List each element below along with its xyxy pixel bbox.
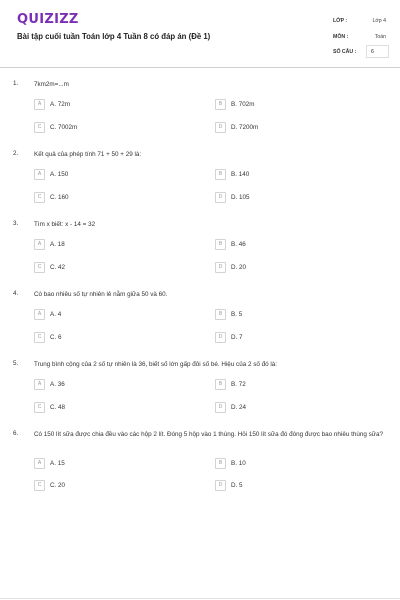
question-number: 2. xyxy=(13,150,19,157)
option-d[interactable] xyxy=(215,332,375,345)
option-text: A. 150 xyxy=(50,171,69,178)
question-text: Kết quả của phép tính 71 + 50 + 29 là: xyxy=(34,151,142,158)
option-letter: A xyxy=(34,169,45,180)
option-a[interactable] xyxy=(34,379,194,392)
meta-class-value: Lớp 4 xyxy=(372,18,386,24)
meta-count-box xyxy=(366,45,389,58)
option-text: A. 36 xyxy=(50,381,65,388)
option-letter: D xyxy=(215,122,226,133)
option-text: A. 4 xyxy=(50,311,62,318)
option-text: D. 105 xyxy=(231,194,250,201)
option-d[interactable] xyxy=(215,122,375,135)
option-b[interactable] xyxy=(215,169,375,182)
option-a[interactable] xyxy=(34,239,194,252)
meta-count xyxy=(330,44,390,60)
option-letter: B xyxy=(215,99,226,110)
page-bottom-divider xyxy=(0,598,400,599)
worksheet-title: Bài tập cuối tuần Toán lớp 4 Tuần 8 có đáp án (Đề 1) xyxy=(17,32,211,41)
option-letter: C xyxy=(34,332,45,343)
option-text: A. 72m xyxy=(50,101,70,108)
option-text: B. 140 xyxy=(231,171,250,178)
option-text: C. 6 xyxy=(50,334,62,341)
option-text: D. 5 xyxy=(231,482,243,489)
option-text: A. 18 xyxy=(50,241,65,248)
question-text: Có bao nhiêu số tự nhiên lẻ nằm giữa 50 và 60. xyxy=(34,291,168,298)
option-letter: C xyxy=(34,122,45,133)
option-text: C. 7002m xyxy=(50,124,78,131)
option-letter: A xyxy=(34,458,45,469)
meta-class xyxy=(330,13,390,29)
option-letter: C xyxy=(34,480,45,491)
option-letter: B xyxy=(215,169,226,180)
option-b[interactable] xyxy=(215,379,375,392)
option-letter: C xyxy=(34,262,45,273)
option-text: B. 10 xyxy=(231,460,246,467)
option-letter: A xyxy=(34,379,45,390)
option-text: C. 20 xyxy=(50,482,66,489)
option-letter: A xyxy=(34,239,45,250)
question-text: Tìm x biết: x - 14 = 32 xyxy=(34,221,96,228)
question-text: Có 150 lít sữa được chia đều vào các hộp 2 lít. Đóng 5 hộp vào 1 thùng. Hỏi 150 lít sữa đó đóng được bao nhiêu thùng sữa? xyxy=(34,431,383,438)
option-c[interactable] xyxy=(34,332,194,345)
meta-class-label: LỚP : xyxy=(333,18,348,24)
option-text: A. 15 xyxy=(50,460,65,467)
option-text: D. 7 xyxy=(231,334,243,341)
option-text: B. 5 xyxy=(231,311,243,318)
option-d[interactable] xyxy=(215,402,375,415)
option-text: D. 24 xyxy=(231,404,247,411)
meta-count-value: 6 xyxy=(371,49,374,55)
option-b[interactable] xyxy=(215,458,375,471)
option-text: C. 48 xyxy=(50,404,66,411)
option-letter: D xyxy=(215,332,226,343)
option-letter: D xyxy=(215,480,226,491)
option-c[interactable] xyxy=(34,262,194,275)
option-a[interactable] xyxy=(34,169,194,182)
option-text: C. 160 xyxy=(50,194,69,201)
option-letter: A xyxy=(34,99,45,110)
option-a[interactable] xyxy=(34,99,194,112)
question-number: 5. xyxy=(13,360,19,367)
option-b[interactable] xyxy=(215,239,375,252)
meta-count-label: SỐ CÂU : xyxy=(333,49,357,55)
option-text: B. 46 xyxy=(231,241,246,248)
option-text: B. 72 xyxy=(231,381,246,388)
option-a[interactable] xyxy=(34,458,194,471)
option-letter: B xyxy=(215,379,226,390)
meta-subject-label: MÔN : xyxy=(333,34,349,40)
worksheet-header xyxy=(0,0,400,68)
question-text: Trung bình cộng của 2 số tự nhiên là 36, biết số lớn gấp đôi số bé. Hiệu của 2 số đó là: xyxy=(34,361,278,368)
option-letter: D xyxy=(215,192,226,203)
meta-subject-value: Toán xyxy=(374,34,386,40)
option-b[interactable] xyxy=(215,309,375,322)
option-letter: D xyxy=(215,402,226,413)
option-d[interactable] xyxy=(215,262,375,275)
option-letter: C xyxy=(34,192,45,203)
quizizz-logo: QUIZIZZ xyxy=(17,12,79,27)
option-letter: B xyxy=(215,309,226,320)
question-number: 1. xyxy=(13,80,19,87)
option-d[interactable] xyxy=(215,192,375,205)
option-text: B. 702m xyxy=(231,101,255,108)
option-c[interactable] xyxy=(34,192,194,205)
question-number: 6. xyxy=(13,430,19,437)
option-letter: A xyxy=(34,309,45,320)
option-c[interactable] xyxy=(34,402,194,415)
option-letter: B xyxy=(215,239,226,250)
option-text: D. 7200m xyxy=(231,124,259,131)
option-c[interactable] xyxy=(34,480,194,493)
option-letter: C xyxy=(34,402,45,413)
option-d[interactable] xyxy=(215,480,375,493)
option-letter: D xyxy=(215,262,226,273)
question-text: 7km2m=...m xyxy=(34,81,69,88)
meta-subject xyxy=(330,29,390,45)
question-number: 3. xyxy=(13,220,19,227)
option-letter: B xyxy=(215,458,226,469)
option-b[interactable] xyxy=(215,99,375,112)
option-a[interactable] xyxy=(34,309,194,322)
option-c[interactable] xyxy=(34,122,194,135)
option-text: D. 20 xyxy=(231,264,247,271)
question-number: 4. xyxy=(13,290,19,297)
option-text: C. 42 xyxy=(50,264,66,271)
